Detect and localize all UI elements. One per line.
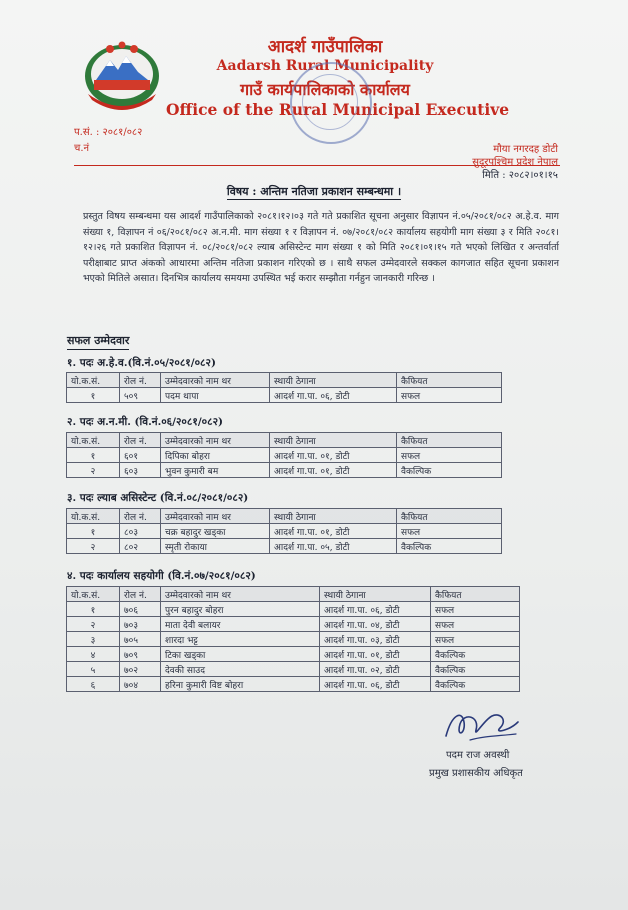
cell-name: हरिना कुमारी विष्ट बोहरा [161,677,320,692]
results-table [66,508,502,554]
col-header-name: उम्मेदवारको नाम थर [161,373,270,388]
municipality-name-english: Aadarsh Rural Municipality [216,58,434,74]
table-row [67,388,502,403]
post-title: ३. पदः ल्याब असिस्टेन्ट (वि.नं.०८/२०८१/०८२) [67,492,249,504]
cell-address: आदर्श गा.पा. ०२, डोटी [320,662,431,677]
cell-name: भुवन कुमारी बम [161,463,270,478]
cell-sn: ६ [67,677,120,692]
post-title: ४. पदः कार्यालय सहयोगी (वि.नं.०७/२०८१/०८२) [67,570,256,582]
cell-address: आदर्श गा.पा. ०१, डोटी [320,647,431,662]
cell-remarks: सफल [397,448,502,463]
col-header-name: उम्मेदवारको नाम थर [161,587,320,602]
table-row [67,448,502,463]
table-row [67,463,502,478]
cell-roll: ८०२ [120,539,161,554]
emblem-logo [80,36,164,110]
cell-roll: ५०९ [120,388,161,403]
col-header-address: स्थायी ठेगाना [270,509,397,524]
table-row [67,617,520,632]
cell-address: आदर्श गा.पा. ०४, डोटी [320,617,431,632]
col-header-name: उम्मेदवारको नाम थर [161,509,270,524]
subject-text: विषय : अन्तिम नतिजा प्रकाशन सम्बन्धमा । [226,185,402,198]
cell-roll: ७०४ [120,677,161,692]
col-header-name: उम्मेदवारको नाम थर [161,433,270,448]
cell-remarks: सफल [431,632,520,647]
cell-address: आदर्श गा.पा. ०१, डोटी [270,448,397,463]
table-row [67,632,520,647]
cell-roll: ७०९ [120,647,161,662]
col-header-remarks: कैफियत [397,433,502,448]
cell-remarks: वैकल्पिक [431,662,520,677]
cell-sn: २ [67,617,120,632]
cell-sn: ५ [67,662,120,677]
col-header-sn: यो.क.सं. [67,373,120,388]
table-row [67,524,502,539]
table-row [67,539,502,554]
cell-sn: १ [67,388,120,403]
office-seal-stamp [290,62,372,144]
cell-sn: १ [67,448,120,463]
cell-remarks: सफल [397,524,502,539]
table-row [67,602,520,617]
letter-date: मिति : २०८२।०१।१५ [482,170,558,181]
col-header-sn: यो.क.सं. [67,433,120,448]
cell-remarks: वैकल्पिक [397,463,502,478]
col-header-sn: यो.क.सं. [67,509,120,524]
cell-roll: ७०६ [120,602,161,617]
results-table [66,372,502,403]
address-line-2: सुदूरपश्चिम प्रदेश नेपाल [472,157,558,168]
section-title: सफल उम्मेदवार [67,333,129,350]
cell-address: आदर्श गा.पा. ०१, डोटी [270,524,397,539]
cell-address: आदर्श गा.पा. ०६, डोटी [270,388,397,403]
cell-remarks: वैकल्पिक [431,647,520,662]
cell-roll: ७०५ [120,632,161,647]
municipality-name-nepali: आदर्श गाउँपालिका [267,37,383,57]
cell-name: चक्र बहादुर खड्का [161,524,270,539]
dispatch-number: च.नं [74,143,90,154]
post-title: २. पदः अ.न.मी. (वि.नं.०६/२०८१/०८२) [67,416,223,428]
body-paragraph: प्रस्तुत विषय सम्बन्धमा यस आदर्श गाउँपालिकाको २०८१।१२।०३ गते गते प्रकाशित सूचना अनुसार विज्ञापन नं.०५/२०८१/०८२ अ.हे.व. माग संख्या १, विज्ञापन नं ०६/२०८१/०८२ अ.न.मी. माग संख्या १ र विज्ञापन नं. ०७/२०८१/०८२ कार्यालय सहयोगी माग संख्या ३ र मिति २०८१।१२।२६ गते प्रकाशित विज्ञापन नं. ०८/२०८१/०८२ ल्याब असिस्टेन्ट माग संख्या १ को मिति २०८१।०१।१५ गते भएको लिखित र अन्तर्वार्ता परीक्षाबाट प्राप्त अंकको आधारमा अन्तिम नतिजा प्रकाशन गरिएको छ । साथै सफल उम्मेदवारले सक्कल कागजात सहित सूचना प्रकाशन भएको मितिले असात। दिनभित्र कार्यालय समयमा उपस्थित भई करार सम्झौता गर्नहुन जानकारी गरिन्छ । [83,211,559,285]
cell-roll: ७०३ [120,617,161,632]
cell-address: आदर्श गा.पा. ०५, डोटी [270,539,397,554]
table-header-row [67,587,520,602]
cell-name: दिपिका बोहरा [161,448,270,463]
table-header-row [67,373,502,388]
reference-number: प.सं. : २०८१/०८२ [74,127,143,138]
results-table [66,432,502,478]
table-row [67,662,520,677]
cell-remarks: सफल [397,388,502,403]
cell-name: पदम थापा [161,388,270,403]
office-name-nepali: गाउँ कार्यपालिकाको कार्यालय [240,80,410,99]
cell-name: देवकी साउद [161,662,320,677]
cell-sn: १ [67,602,120,617]
cell-address: आदर्श गा.पा. ०६, डोटी [320,677,431,692]
col-header-roll: रोल नं. [120,373,161,388]
cell-roll: ६०३ [120,463,161,478]
cell-sn: ४ [67,647,120,662]
cell-sn: २ [67,463,120,478]
address-line-1: मौया नगरदह डोटी [493,144,558,155]
cell-roll: ७०२ [120,662,161,677]
cell-roll: ८०३ [120,524,161,539]
table-header-row [67,509,502,524]
results-table [66,586,520,692]
cell-address: आदर्श गा.पा. ०१, डोटी [270,463,397,478]
col-header-address: स्थायी ठेगाना [320,587,431,602]
cell-remarks: वैकल्पिक [397,539,502,554]
cell-remarks: वैकल्पिक [431,677,520,692]
handwritten-signature [440,706,524,746]
cell-name: स्मृती रोकाया [161,539,270,554]
subject-line [0,184,628,199]
cell-roll: ६०१ [120,448,161,463]
cell-address: आदर्श गा.पा. ०६, डोटी [320,602,431,617]
col-header-remarks: कैफियत [397,509,502,524]
table-header-row [67,433,502,448]
cell-sn: ३ [67,632,120,647]
cell-address: आदर्श गा.पा. ०३, डोटी [320,632,431,647]
col-header-sn: यो.क.सं. [67,587,120,602]
col-header-roll: रोल नं. [120,433,161,448]
cell-name: टिका खड्का [161,647,320,662]
cell-name: माता देवी बलायर [161,617,320,632]
col-header-roll: रोल नं. [120,509,161,524]
signatory-name: पदम राज अवस्थी [446,750,510,761]
cell-sn: १ [67,524,120,539]
header-divider [74,165,560,166]
cell-remarks: सफल [431,602,520,617]
signatory-title: प्रमुख प्रशासकीय अधिकृत [429,768,523,779]
cell-name: शारदा भट्ट [161,632,320,647]
col-header-roll: रोल नं. [120,587,161,602]
table-row [67,647,520,662]
col-header-address: स्थायी ठेगाना [270,433,397,448]
col-header-address: स्थायी ठेगाना [270,373,397,388]
cell-remarks: सफल [431,617,520,632]
post-title: १. पदः अ.हे.व.(वि.नं.०५/२०८१/०८२) [67,357,216,369]
col-header-remarks: कैफियत [431,587,520,602]
table-row [67,677,520,692]
cell-name: पुरन बहादुर बोहरा [161,602,320,617]
office-name-english: Office of the Rural Municipal Executive [166,100,510,119]
cell-sn: २ [67,539,120,554]
col-header-remarks: कैफियत [397,373,502,388]
